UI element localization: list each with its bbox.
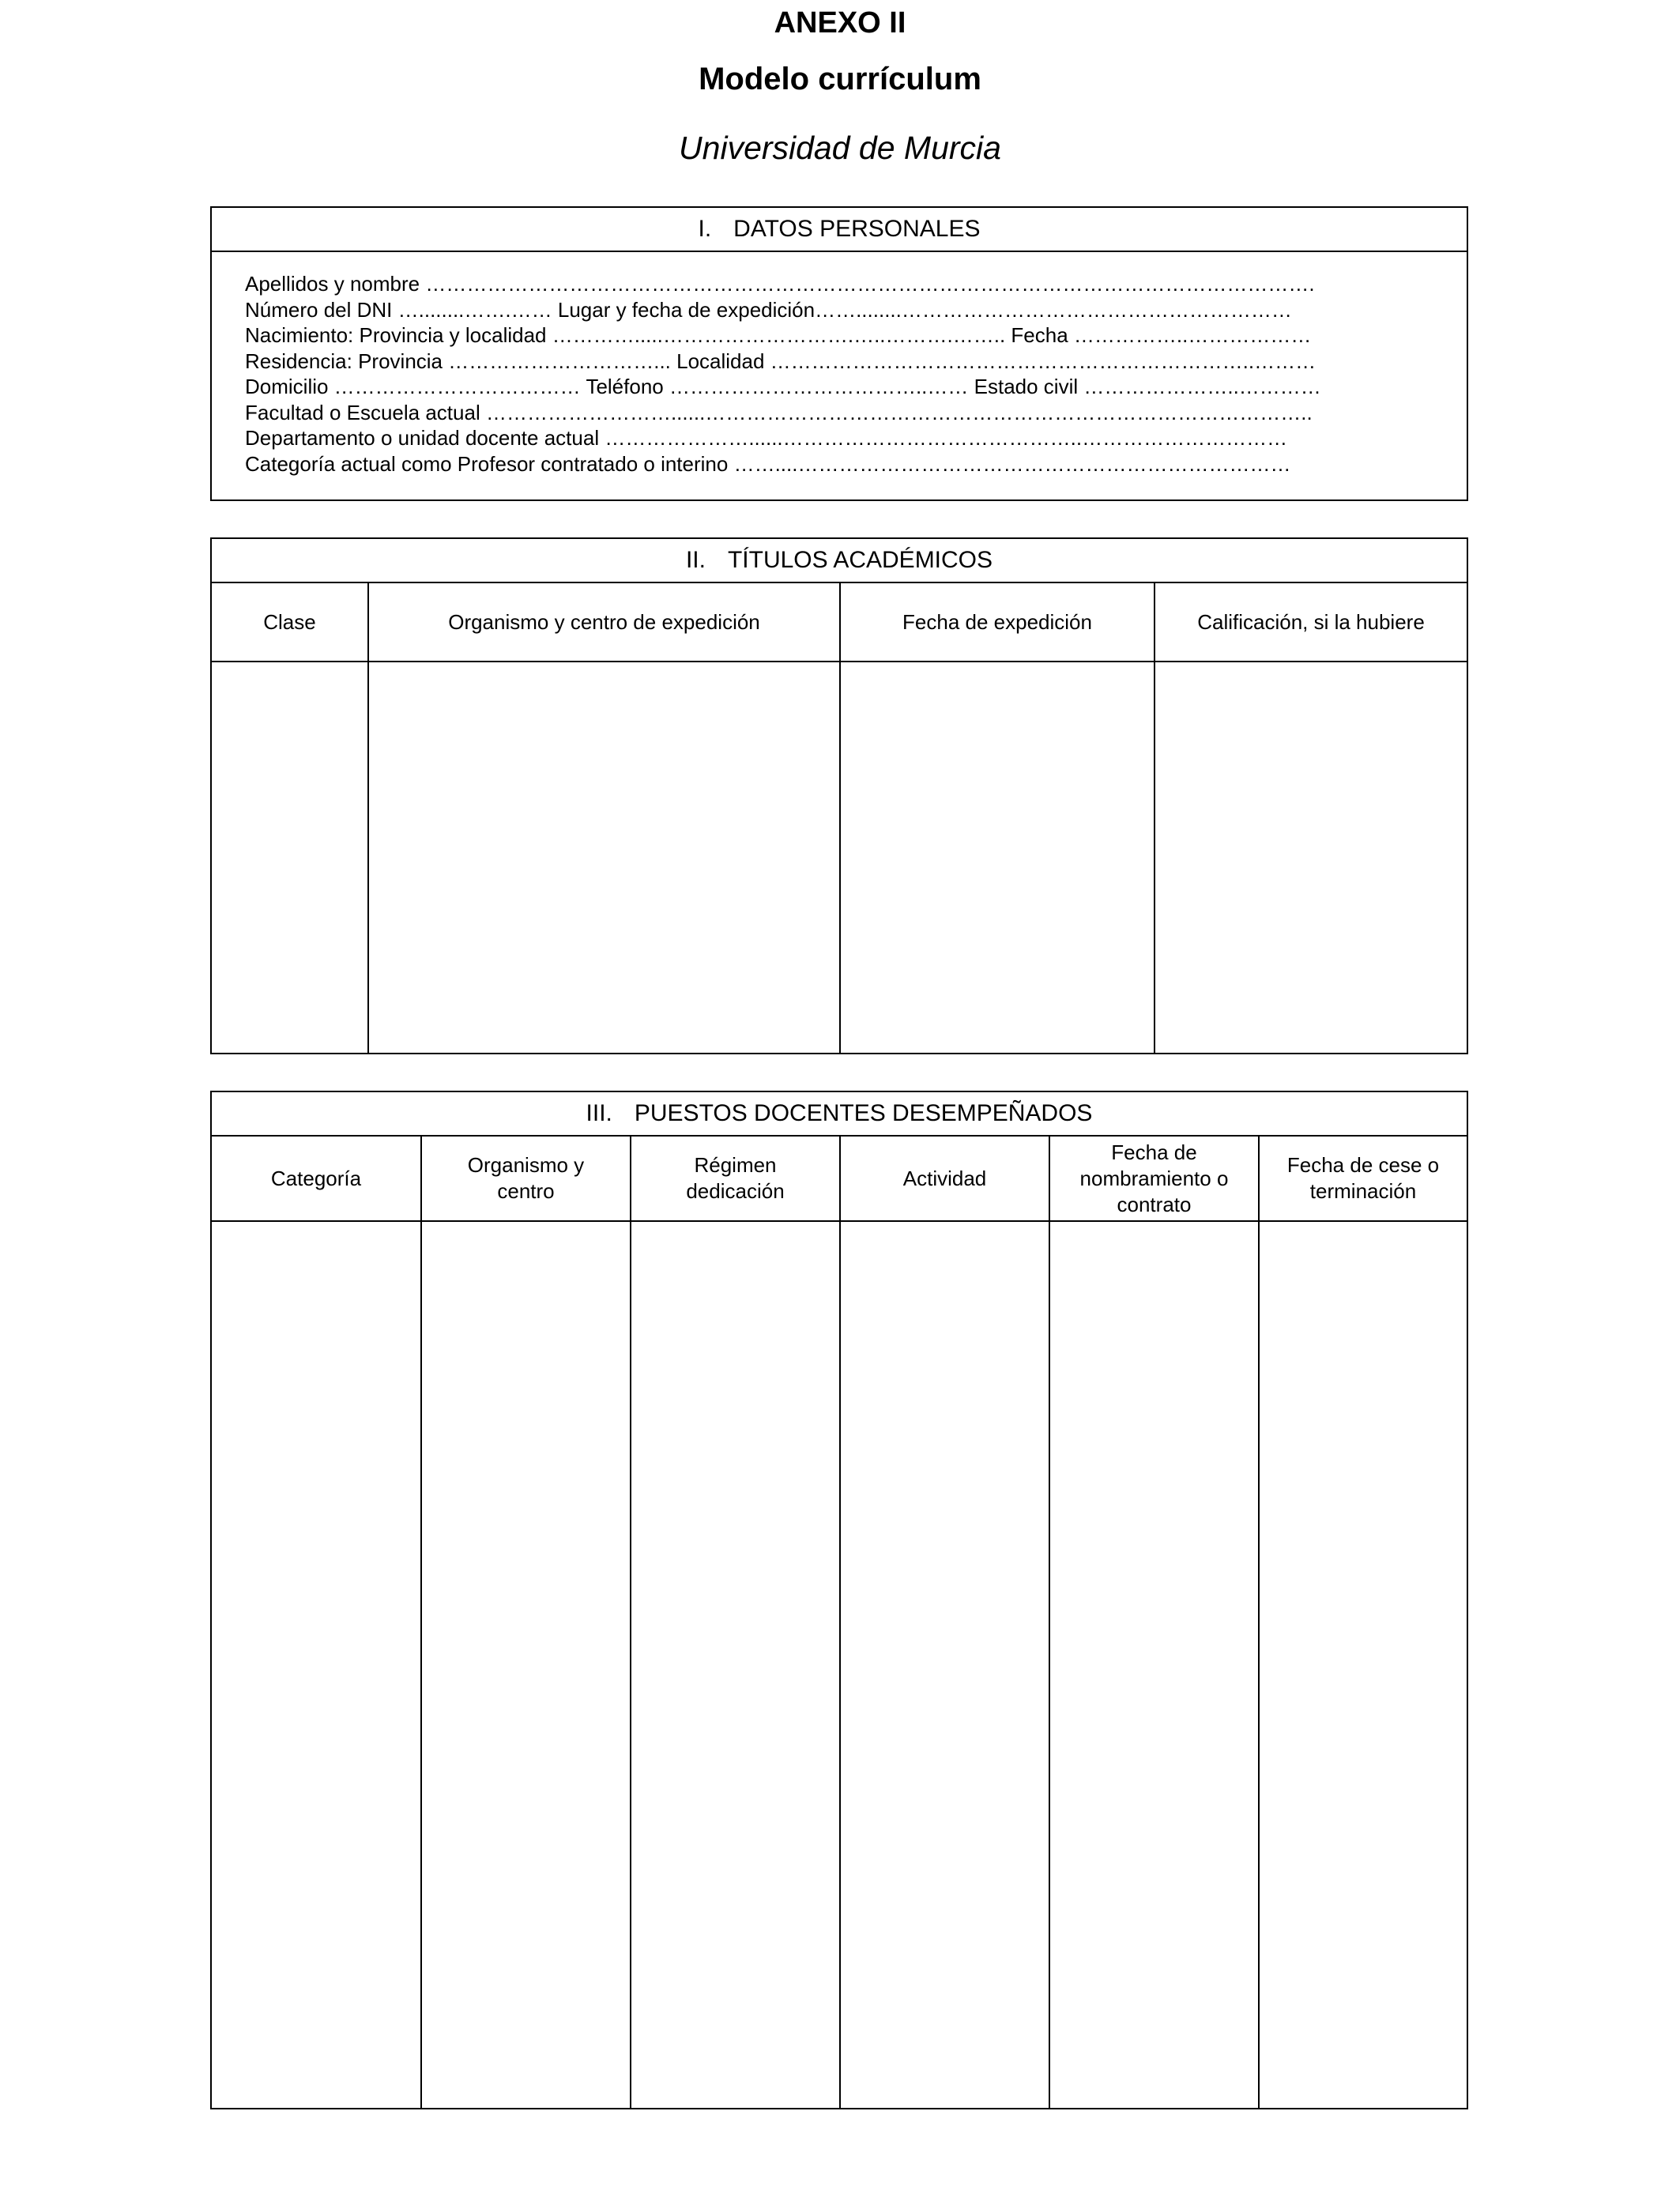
table-cell[interactable]: [421, 1221, 631, 2108]
teaching-positions-table: [212, 1137, 1467, 2108]
header-text: Organismo y centro: [467, 1153, 585, 1203]
field-line-faculty[interactable]: Facultad o Escuela actual ………………………......……………………………………………………………………………..: [245, 400, 1313, 424]
field-line-name[interactable]: Apellidos y nombre ………………………………………………………………………………………………………………….: [245, 272, 1315, 296]
table-cell[interactable]: [840, 662, 1155, 1053]
table-cell[interactable]: [368, 662, 840, 1053]
column-header-issuing-body: Organismo y centro de expedición: [368, 583, 840, 662]
section-title: PUESTOS DOCENTES DESEMPEÑADOS: [634, 1100, 1093, 1126]
section-title: DATOS PERSONALES: [733, 216, 981, 242]
column-header-regime: [631, 1137, 840, 1221]
annex-title: ANEXO II: [774, 6, 906, 40]
column-header-activity: Actividad: [840, 1137, 1049, 1221]
personal-data-fields: [212, 252, 1467, 477]
section-number: III.: [586, 1100, 612, 1126]
section-title: TÍTULOS ACADÉMICOS: [727, 547, 993, 573]
section-header: [212, 208, 1467, 252]
column-header-category: Categoría: [212, 1137, 421, 1221]
column-header-appointment-date: [1049, 1137, 1259, 1221]
section-header: [212, 1092, 1467, 1137]
field-line-birth[interactable]: Nacimiento: Provincia y localidad ………….....……………………….…..……….…….. Fecha ……………..………………: [245, 323, 1312, 347]
academic-titles-section: [210, 537, 1468, 1054]
field-line-dni[interactable]: Número del DNI …........…….…… Lugar y fecha de expedición……........…………………………………………………: [245, 297, 1292, 322]
section-header: [212, 539, 1467, 583]
field-line-department[interactable]: Departamento o unidad docente actual …………………......……………………………………..…………………………: [245, 426, 1288, 450]
table-cell[interactable]: [1259, 1221, 1467, 2108]
field-line-address[interactable]: Domicilio ……………………………… Teléfono ………………………………..…… Estado civil …………………..…………: [245, 375, 1321, 398]
teaching-positions-section: [210, 1091, 1468, 2109]
section-number: I.: [698, 216, 712, 242]
table-cell[interactable]: [1155, 662, 1467, 1053]
field-line-category[interactable]: Categoría actual como Profesor contratado o interino ……....………………………………………………………………: [245, 451, 1291, 476]
table-cell[interactable]: [1049, 1221, 1259, 2108]
table-cell[interactable]: [212, 1221, 421, 2108]
table-cell[interactable]: [212, 662, 368, 1053]
column-header-class: Clase: [212, 583, 368, 662]
section-number: II.: [685, 547, 706, 573]
column-header-issue-date: Fecha de expedición: [840, 583, 1155, 662]
header-text: Régimen dedicación: [686, 1153, 785, 1203]
document-title: Modelo currículum: [699, 62, 981, 96]
field-line-residence[interactable]: Residencia: Provincia …………………………... Localidad ……………………………………………………………..………: [245, 349, 1317, 373]
column-header-end-date: [1259, 1137, 1467, 1221]
table-cell[interactable]: [840, 1221, 1049, 2108]
column-header-organization: [421, 1137, 631, 1221]
header-text: Fecha de nombramiento o contrato: [1079, 1140, 1229, 1216]
column-header-grade: Calificación, si la hubiere: [1155, 583, 1467, 662]
header-text: Fecha de cese o terminación: [1286, 1153, 1440, 1203]
table-cell[interactable]: [631, 1221, 840, 2108]
personal-data-section: [210, 206, 1468, 501]
university-name: Universidad de Murcia: [679, 130, 1001, 166]
academic-titles-table: [212, 583, 1467, 1053]
